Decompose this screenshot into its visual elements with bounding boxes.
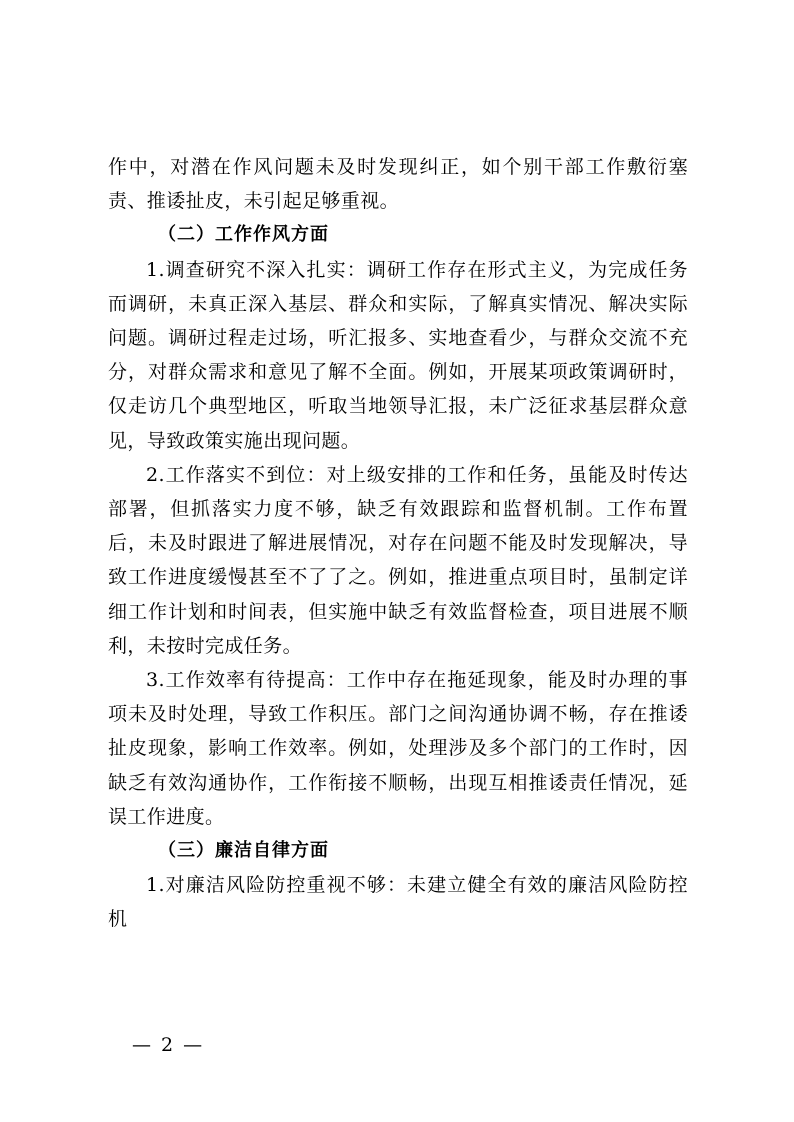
continuation-paragraph: 作中，对潜在作风问题未及时发现纠正，如个别干部工作敷衍塞责、推诿扯皮，未引起足够重视。: [108, 156, 688, 213]
section-heading-integrity: （三）廉洁自律方面: [158, 840, 329, 862]
paragraph-research: 1.调查研究不深入扎实：调研工作存在形式主义，为完成任务而调研，未真正深入基层、群众和实际，了解真实情况、解决实际问题。调研过程走过场，听汇报多、实地查看少，与群众交流不充分，对群众需求和意见了解不全面。例如，开展某项政策调研时，仅走访几个典型地区，听取当地领导汇报，未广泛征求基层群众意见，导致政策实施出现问题。: [108, 258, 688, 452]
paragraph-risk-prevention: 1.对廉洁风险防控重视不够：未建立健全有效的廉洁风险防控机: [108, 874, 688, 931]
paragraph-efficiency: 3.工作效率有待提高：工作中存在拖延现象，能及时办理的事项未及时处理，导致工作积压。部门之间沟通协调不畅，存在推诿扯皮现象，影响工作效率。例如，处理涉及多个部门的工作时，因缺乏有效沟通协作，工作衔接不顺畅，出现互相推诿责任情况，延误工作进度。: [108, 669, 688, 828]
document-body: [108, 150, 688, 937]
page-number: — 2 —: [132, 1034, 205, 1056]
section-heading-work-style: （二）工作作风方面: [158, 224, 329, 246]
paragraph-implementation: 2.工作落实不到位：对上级安排的工作和任务，虽能及时传达部署，但抓落实力度不够，缺乏有效跟踪和监督机制。工作布置后，未及时跟进了解进展情况，对存在问题不能及时发现解决，导致工作进度缓慢甚至不了了之。例如，推进重点项目时，虽制定详细工作计划和时间表，但实施中缺乏有效监督检查，项目进展不顺利，未按时完成任务。: [108, 463, 688, 657]
